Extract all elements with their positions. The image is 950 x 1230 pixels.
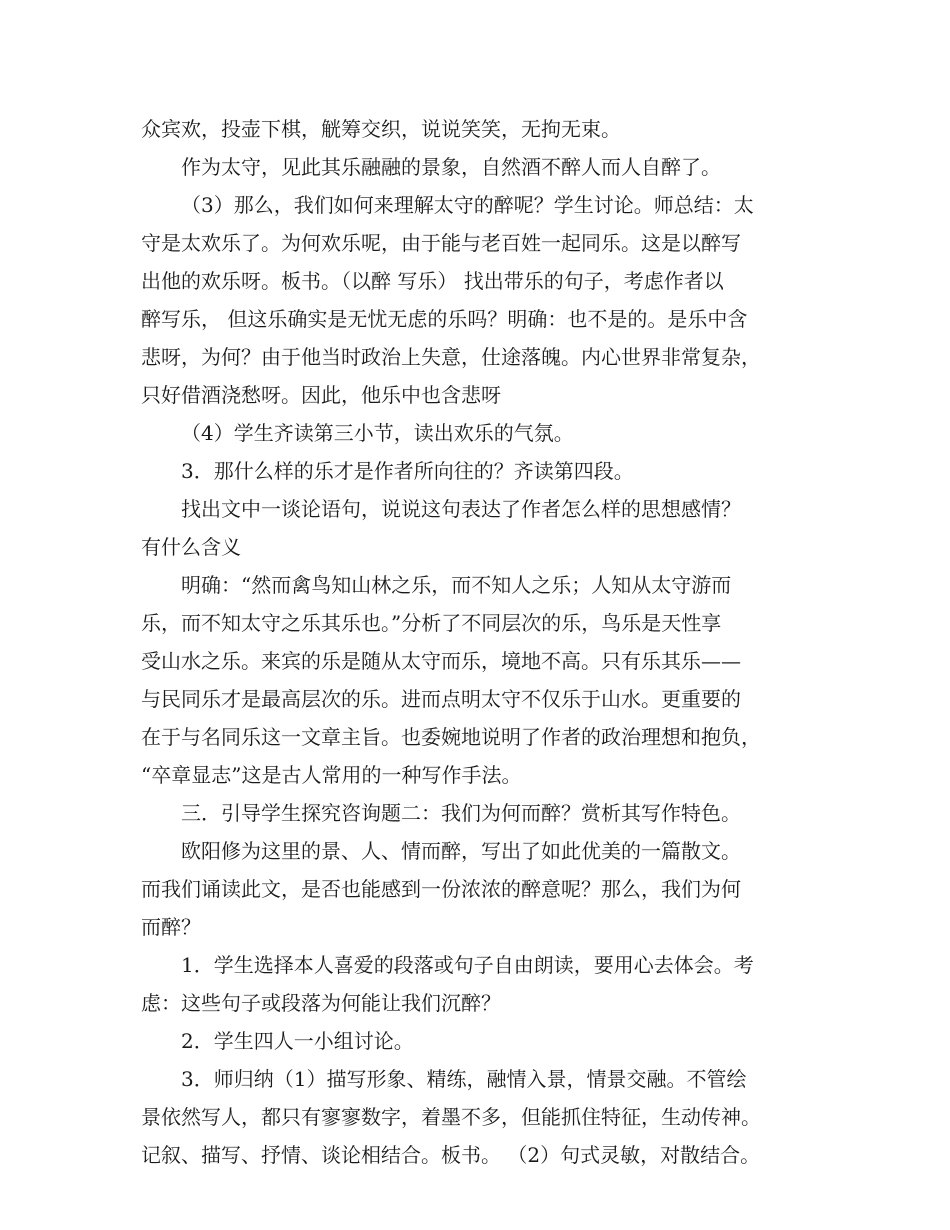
text-line: 受山水之乐。来宾的乐是随从太守而乐，境地不高。只有乐其乐——: [141, 649, 741, 673]
text-line: 守是太欢乐了。为何欢乐呢，由于能与老百姓一起同乐。这是以醉写: [141, 231, 741, 255]
text-line: 作为太守，见此其乐融融的景象，自然酒不醉人而人自醉了。: [181, 155, 721, 179]
text-line: “卒章显志”这是古人常用的一种写作手法。: [141, 763, 522, 787]
text-line: 而醉？: [141, 915, 201, 939]
text-line: 与民同乐才是最高层次的乐。进而点明太守不仅乐于山水。更重要的: [141, 687, 741, 711]
text-line: （3）那么，我们如何来理解太守的醉呢？学生讨论。师总结：太: [181, 193, 754, 217]
text-line: （4）学生齐读第三小节，读出欢乐的气氛。: [181, 421, 574, 445]
text-line: 悲呀，为何？由于他当时政治上失意，仕途落魄。内心世界非常复杂，: [141, 345, 761, 369]
text-line: 三．引导学生探究咨询题二：我们为何而醉？赏析其写作特色。: [181, 801, 741, 825]
text-line: 3．那什么样的乐才是作者所向往的？齐读第四段。: [181, 459, 634, 483]
text-line: 出他的欢乐呀。板书。（以醉 写乐） 找出带乐的句子，考虑作者以: [141, 269, 724, 293]
text-line: 众宾欢，投壶下棋，觥筹交织，说说笑笑，无拘无束。: [141, 117, 621, 141]
text-line: 景依然写人，都只有寥寥数字，着墨不多，但能抓住特征，生动传神。: [141, 1105, 761, 1129]
text-line: 记叙、描写、抒情、谈论相结合。板书。 （2）句式灵敏，对散结合。: [141, 1143, 761, 1167]
text-line: 欧阳修为这里的景、人、情而醉，写出了如此优美的一篇散文。: [181, 839, 741, 863]
text-line: 醉写乐， 但这乐确实是无忧无虑的乐吗？明确：也不是的。是乐中含: [141, 307, 748, 331]
text-line: 乐，而不知太守之乐其乐也。”分析了不同层次的乐，鸟乐是天性享: [141, 611, 722, 635]
text-line: 1．学生选择本人喜爱的段落或句子自由朗读，要用心去体会。考: [181, 953, 754, 977]
text-line: 3．师归纳（1）描写形象、精练，融情入景，情景交融。不管绘: [181, 1067, 747, 1091]
text-line: 2．学生四人一小组讨论。: [181, 1029, 414, 1053]
text-line: 而我们诵读此文，是否也能感到一份浓浓的醉意呢？那么，我们为何: [141, 877, 741, 901]
text-line: 明确：“然而禽鸟知山林之乐，而不知人之乐；人知从太守游而: [181, 573, 732, 597]
text-line: 有什么含义: [141, 535, 241, 559]
text-line: 虑：这些句子或段落为何能让我们沉醉？: [141, 991, 501, 1015]
text-line: 只好借酒浇愁呀。因此，他乐中也含悲呀: [141, 383, 501, 407]
text-line: 找出文中一谈论语句，说说这句表达了作者怎么样的思想感情？: [181, 497, 741, 521]
text-line: 在于与名同乐这一文章主旨。也委婉地说明了作者的政治理想和抱负，: [141, 725, 761, 749]
